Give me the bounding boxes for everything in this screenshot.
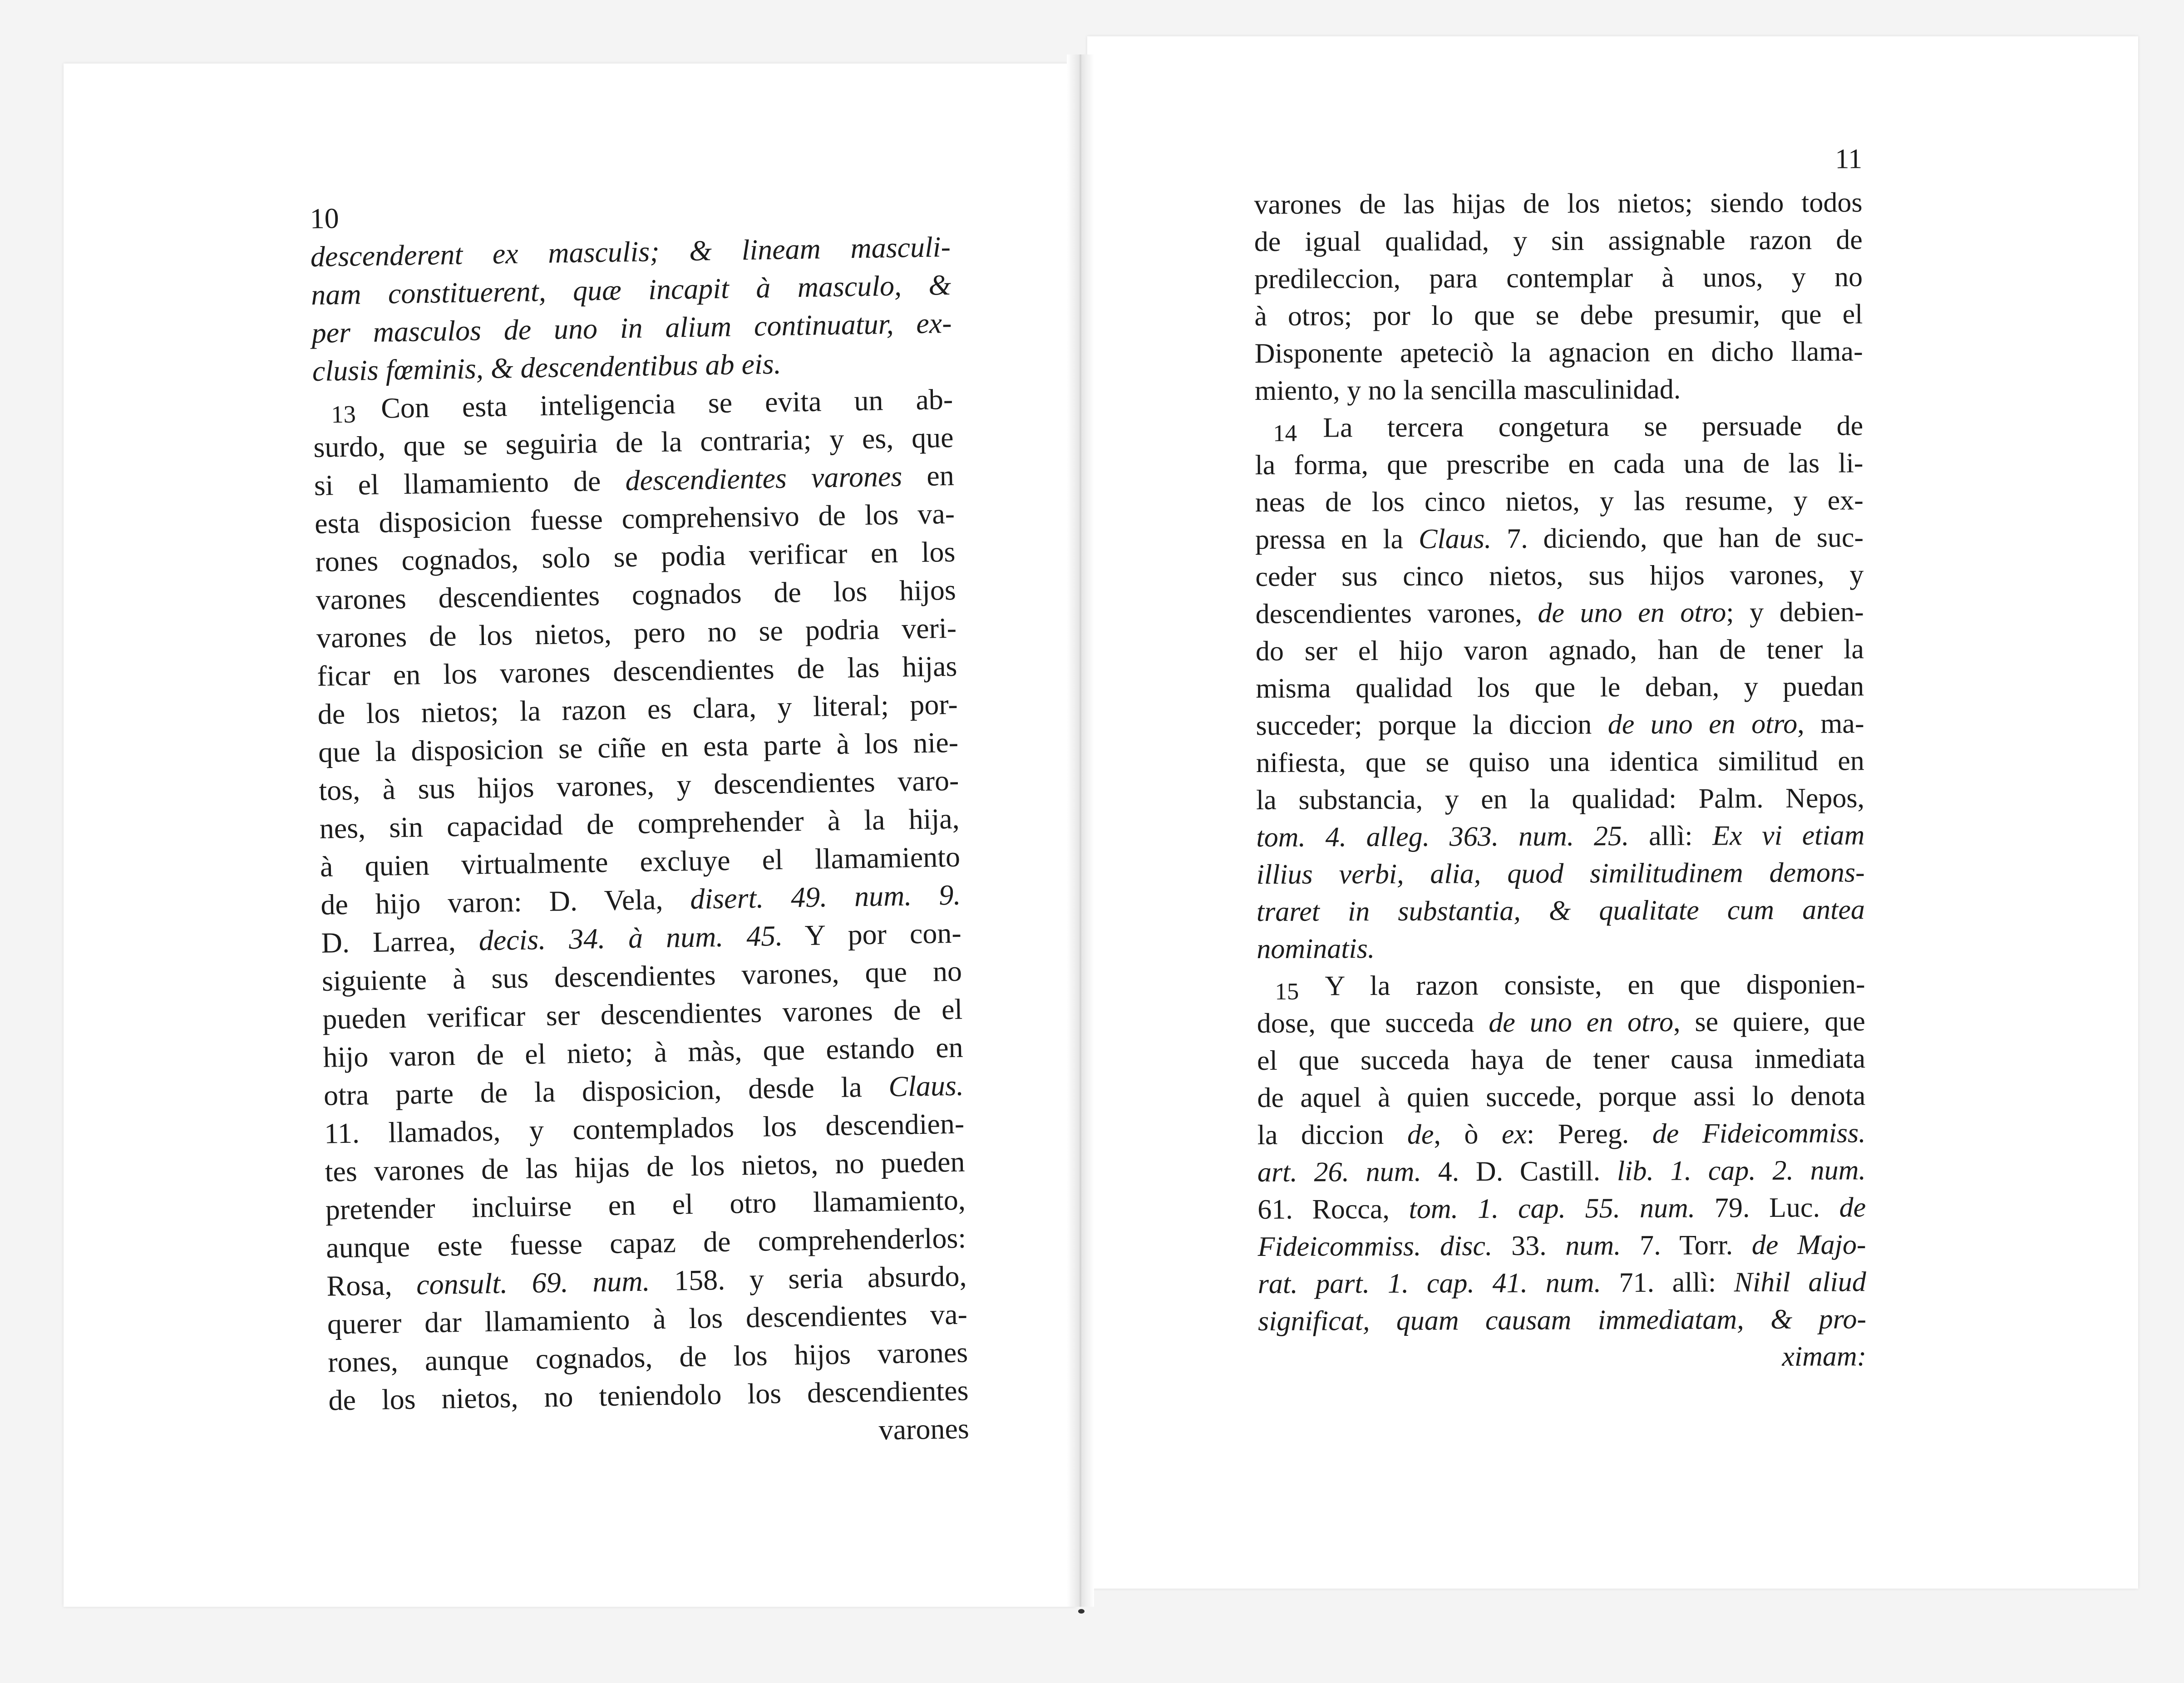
text: 11. llamados, y contemplados los descendien- xyxy=(324,1107,965,1150)
text-line xyxy=(1254,295,1863,335)
text-line xyxy=(1254,258,1863,298)
italic-text: Claus. xyxy=(1418,523,1492,555)
text: 7. diciendo, que han de suc- xyxy=(1491,522,1864,555)
italic-text: nam constituerent, quæ incapit à masculo, & xyxy=(311,268,951,311)
italic-text: art. 26. num. xyxy=(1257,1156,1422,1188)
text: surdo, que se seguiria de la contraria; y es, que xyxy=(313,421,954,463)
text: querer dar llamamiento à los descendientes va- xyxy=(327,1298,968,1340)
ink-smudge xyxy=(1078,1609,1085,1614)
paragraph-number: 15 xyxy=(1275,978,1299,1005)
italic-text: tom. 1. cap. 55. num. xyxy=(1409,1192,1696,1225)
text-line xyxy=(1257,891,1865,930)
text: miento, y no la sencilla masculinidad. xyxy=(1254,374,1681,406)
page-number: 10 xyxy=(310,202,340,235)
text-line xyxy=(1257,1114,1866,1154)
text: hijo varon de el nieto; à màs, que estando en xyxy=(323,1031,964,1073)
text: tos, à sus hijos varones, y descendientes varo- xyxy=(318,764,959,807)
text: do ser el hijo varon agnado, han de tener la xyxy=(1255,634,1864,667)
text: 71. allì: xyxy=(1601,1267,1734,1299)
text: varones descendientes cognados de los hijos xyxy=(316,573,956,616)
text: pretender incluirse en el otro llamamiento, xyxy=(325,1183,966,1226)
text-line xyxy=(1258,1263,1866,1303)
text-line xyxy=(1255,333,1863,372)
text: la forma, que prescribe en cada una de las li- xyxy=(1255,448,1864,481)
text: ceder sus cinco nietos, sus hijos varones, y xyxy=(1255,559,1864,592)
text: tes varones de las hijas de los nietos, no pueden xyxy=(325,1145,966,1188)
text-line xyxy=(1257,854,1865,893)
text-line xyxy=(1258,1338,1866,1377)
text-line xyxy=(1254,221,1863,261)
text-line xyxy=(1257,1152,1866,1191)
text: descendientes varones, xyxy=(1255,597,1538,630)
text-line xyxy=(1255,407,1863,447)
italic-text: de Majo- xyxy=(1751,1229,1866,1261)
text: 61. Rocca, xyxy=(1257,1193,1409,1225)
text: varones xyxy=(878,1412,970,1446)
text-line xyxy=(1257,965,1865,1005)
text: succeder; porque la diccion xyxy=(1256,709,1608,741)
text: el que succeda haya de tener causa inmediata xyxy=(1257,1043,1866,1076)
book-gutter xyxy=(1067,54,1094,1607)
text: rones cognados, solo se podia verificar en los xyxy=(315,535,956,578)
paragraph-number: 14 xyxy=(1273,420,1297,447)
text: 158. y seria absurdo, xyxy=(649,1260,967,1297)
italic-text: consult. 69. num. xyxy=(416,1265,651,1301)
italic-text: Ex vi etiam xyxy=(1712,820,1865,851)
text-line xyxy=(1258,1300,1866,1340)
text: à quien virtualmente excluye el llamamiento xyxy=(320,840,961,883)
text-lines xyxy=(1254,184,1866,1377)
text: , se quiere, que xyxy=(1673,1006,1865,1038)
text-line xyxy=(1256,742,1864,782)
text: , ma- xyxy=(1797,708,1864,739)
text: pueden verificar ser descendientes varones de el xyxy=(322,993,963,1035)
text: predileccion, para contemplar à unos, y no xyxy=(1254,261,1863,295)
italic-text: nominatis. xyxy=(1257,933,1375,965)
italic-text: num. xyxy=(1565,1230,1621,1261)
italic-text: de xyxy=(1839,1192,1866,1223)
text-line xyxy=(1255,556,1864,595)
text-line xyxy=(1256,779,1864,819)
text: siguiente à sus descendientes varones, que no xyxy=(321,955,962,997)
text: , ò xyxy=(1434,1119,1502,1150)
text: nifiesta, que se quiso una identica similitud en xyxy=(1256,745,1864,778)
text: en xyxy=(902,459,955,492)
text: ; y debien- xyxy=(1726,596,1864,628)
text: de hijo varon: D. Vela, xyxy=(320,883,690,921)
text: Con esta inteligencia se evita un ab- xyxy=(380,383,953,424)
italic-text: de uno en otro xyxy=(1538,597,1726,629)
text-line xyxy=(1257,1040,1865,1079)
text: La tercera congetura se persuade de xyxy=(1323,410,1864,443)
italic-text: Claus. xyxy=(888,1069,964,1103)
text: rones, aunque cognados, de los hijos varones xyxy=(327,1336,968,1378)
text: 33. xyxy=(1492,1230,1566,1262)
text: 4. D. Castill. xyxy=(1421,1156,1617,1187)
italic-text: descendientes varones xyxy=(625,460,902,497)
text: si el llamamiento de xyxy=(314,464,626,502)
text-line xyxy=(1256,668,1864,707)
italic-text: rat. part. 1. cap. 41. num. xyxy=(1257,1267,1602,1299)
italic-text: illius verbi, alia, quod similitudinem demons- xyxy=(1256,857,1865,890)
left-page-text xyxy=(310,190,969,1458)
text: dose, que succeda xyxy=(1257,1007,1489,1039)
text-lines xyxy=(310,228,969,1458)
text: nes, sin capacidad de comprehender à la hija, xyxy=(319,802,960,845)
text: Y por con- xyxy=(782,916,962,952)
text-line xyxy=(1257,1226,1866,1265)
text: à otros; por lo que se debe presumir, que el xyxy=(1254,299,1863,332)
italic-text: lib. 1. cap. 2. num. xyxy=(1617,1155,1866,1187)
text: de los nietos; la razon es clara, y literal; por- xyxy=(317,688,958,730)
italic-text: de xyxy=(1407,1119,1434,1150)
page-number: 11 xyxy=(1835,143,1863,175)
italic-text: de uno en otro xyxy=(1489,1006,1674,1038)
text-line xyxy=(1255,444,1863,484)
text-line xyxy=(1255,370,1863,409)
italic-text: decis. 34. à num. 45. xyxy=(478,919,783,957)
italic-text: disert. 49. num. 9. xyxy=(690,878,961,915)
text-line xyxy=(1257,1003,1865,1042)
italic-text: traret in substantia, & qualitate cum antea xyxy=(1256,894,1865,927)
text-line xyxy=(1255,482,1864,521)
text: allì: xyxy=(1629,820,1713,852)
text: 79. Luc. xyxy=(1695,1192,1839,1224)
text-line xyxy=(1256,593,1864,633)
italic-text: per masculos de uno in alium continuatur, ex- xyxy=(311,306,952,349)
text: pressa en la xyxy=(1255,523,1419,555)
text-line xyxy=(1256,817,1864,856)
text: aunque este fuesse capaz de comprehenderlos: xyxy=(325,1221,966,1264)
italic-text: clusis fœminis, & descendentibus ab eis. xyxy=(312,347,782,387)
italic-text: ex xyxy=(1501,1118,1527,1150)
italic-text: Nihil aliud xyxy=(1734,1266,1866,1298)
text: la substancia, y en la qualidad: Palm. Nepos, xyxy=(1256,782,1865,816)
text-line xyxy=(1257,928,1865,968)
text-line xyxy=(1257,1077,1865,1117)
text: esta disposicion fuesse comprehensivo de los va- xyxy=(314,497,955,540)
text: la diccion xyxy=(1257,1119,1408,1151)
text: 7. Torr. xyxy=(1621,1230,1752,1261)
italic-text: descenderent ex masculis; & lineam masculi- xyxy=(310,230,951,273)
italic-text: significat, quam causam immediatam, & pro- xyxy=(1257,1304,1867,1337)
text: varones de los nietos, pero no se podria veri- xyxy=(316,611,957,654)
text: de los nietos, no teniendolo los descendientes xyxy=(328,1374,969,1417)
text: misma qualidad los que le deban, y puedan xyxy=(1256,671,1864,704)
italic-text: ximam: xyxy=(1782,1341,1867,1372)
italic-text: de Fideicommiss. xyxy=(1652,1117,1866,1149)
text: Rosa, xyxy=(326,1268,417,1302)
text-line xyxy=(1256,705,1864,744)
text: de aquel à quien succede, porque assi lo denota xyxy=(1257,1080,1866,1113)
right-page-text xyxy=(1254,134,1867,1377)
text: : Pereg. xyxy=(1526,1118,1652,1150)
italic-text: tom. 4. alleg. 363. num. 25. xyxy=(1256,821,1629,853)
text: D. Larrea, xyxy=(321,924,479,959)
text: neas de los cinco nietos, y las resume, y ex- xyxy=(1255,485,1864,518)
text-line xyxy=(1256,630,1864,670)
text-line xyxy=(1254,184,1862,223)
text: Y la razon consiste, en que disponien- xyxy=(1325,969,1865,1002)
text: de igual qualidad, y sin assignable razon de xyxy=(1254,224,1863,257)
text: varones de las hijas de los nietos; siendo todos xyxy=(1254,187,1863,220)
text: ficar en los varones descendientes de las hijas xyxy=(316,650,957,692)
italic-text: Fideicommiss. disc. xyxy=(1257,1230,1493,1262)
text: Disponente apeteciò la agnacion en dicho llama- xyxy=(1254,336,1863,369)
text-line xyxy=(1255,519,1864,558)
paragraph-number: 13 xyxy=(330,400,356,428)
italic-text: de uno en otro xyxy=(1607,708,1798,740)
text: otra parte de la disposicion, desde la xyxy=(323,1070,889,1112)
text-line xyxy=(1257,1189,1866,1228)
text: que la disposicion se ciñe en esta parte à los nie- xyxy=(318,726,959,768)
